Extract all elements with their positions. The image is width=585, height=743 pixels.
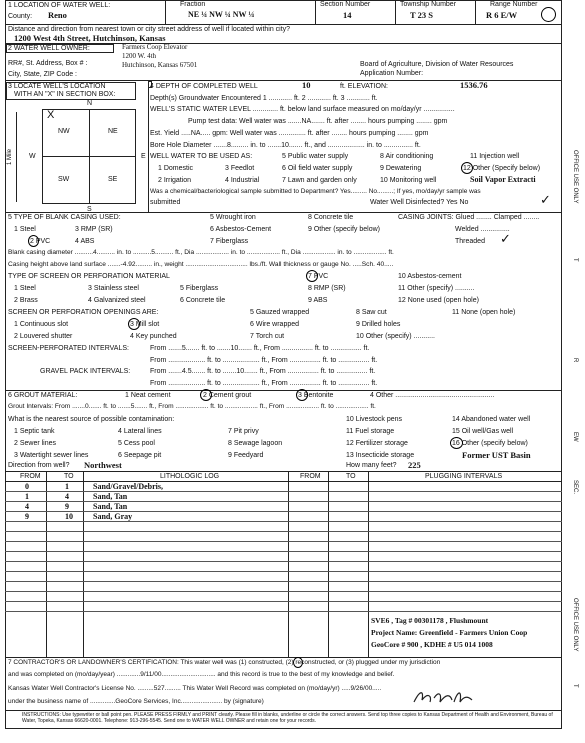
business-label: under the business name of ..............GeoCore Services, Inc....................... by (signature) xyxy=(8,698,264,705)
grout-label: 6 GROUT MATERIAL: xyxy=(8,392,78,399)
contam-2[interactable]: 2 Sewer lines xyxy=(14,440,57,447)
log-header-litho: LITHOLOGIC LOG xyxy=(160,473,220,480)
log-header-from: FROM xyxy=(20,473,41,480)
screen-opt-12[interactable]: 12 None used (open hole) xyxy=(398,297,479,304)
other-use-value: Soil Vapor Extracti xyxy=(470,175,536,184)
open-opt-10[interactable]: 10 Other (specify) ........... xyxy=(356,333,435,340)
sidebar-office-use: OFFICE USE ONLY xyxy=(572,150,578,204)
table-row xyxy=(5,532,562,542)
log-cell-to: 9 xyxy=(65,502,69,511)
direction-label: Direction from well? xyxy=(8,462,70,469)
perf-row-2: From ................... ft. to ................... ft., From ................ ft. to ................ ft. xyxy=(150,357,378,364)
log-cell-from: 1 xyxy=(25,492,29,501)
sidebar-office-use-2: OFFICE USE ONLY xyxy=(572,598,578,652)
quad-nw: NW xyxy=(58,128,70,135)
completed-label: and was completed on (mo/day/year) .............9/11/00.............................. and this record is true to the best of my knowledge and belief. xyxy=(8,671,395,678)
owner-name: Farmers Coop Elevator xyxy=(122,43,188,51)
contam-1[interactable]: 1 Septic tank xyxy=(14,428,55,435)
open-opt-8[interactable]: 8 Saw cut xyxy=(356,309,387,316)
owner-street: 1200 W. 4th xyxy=(122,52,157,60)
open-opt-9[interactable]: 9 Drilled holes xyxy=(356,321,401,328)
use-10[interactable]: 10 Monitoring well xyxy=(380,177,437,184)
screen-opt-10[interactable]: 10 Asbestos-cement xyxy=(398,273,462,280)
screen-opt-7[interactable]: 7 PVC xyxy=(308,273,329,280)
use-2[interactable]: 2 Irrigation xyxy=(158,177,192,184)
board-label: Board of Agriculture, Division of Water Resources xyxy=(360,61,514,68)
chem-label: Was a chemical/bacteriological sample submitted to Department? Yes......... No.........; If yes, mo/day/yr sample was xyxy=(150,188,481,195)
use-5[interactable]: 5 Public water supply xyxy=(282,153,349,160)
fraction-value: NE ¼ NW ¼ NW ¼ xyxy=(188,10,255,19)
use-11[interactable]: 11 Injection well xyxy=(470,153,520,160)
quad-sw: SW xyxy=(58,176,70,183)
screen-opt-1[interactable]: 1 Steel xyxy=(14,285,36,292)
table-row xyxy=(5,482,562,492)
use-1[interactable]: 1 Domestic xyxy=(158,165,194,172)
section3-label-1: 3 LOCATE WELL'S LOCATION xyxy=(8,83,106,90)
contam-15[interactable]: 15 Oil well/Gas well xyxy=(452,428,514,435)
screen-opt-5[interactable]: 5 Fiberglass xyxy=(180,285,219,292)
contam-12[interactable]: 12 Fertilizer storage xyxy=(346,440,408,447)
contam-9[interactable]: 9 Feedyard xyxy=(228,452,264,459)
contam-label: What is the nearest source of possible contamination: xyxy=(8,416,175,423)
casing-opt-6[interactable]: 6 Asbestos-Cement xyxy=(210,226,272,233)
table-row xyxy=(5,512,562,522)
contam-10[interactable]: 10 Livestock pens xyxy=(346,416,403,423)
casing-opt-1[interactable]: 1 Steel xyxy=(14,226,36,233)
address-value: 1200 West 4th Street, Hutchinson, Kansas xyxy=(14,33,166,43)
open-opt-4[interactable]: 4 Key punched xyxy=(130,333,177,340)
rr-label: RR#, St. Address, Box # : xyxy=(8,60,88,67)
open-opt-11[interactable]: 11 None (open hole) xyxy=(452,309,516,316)
section2-label: 2 WATER WELL OWNER: xyxy=(8,45,90,52)
submitted-label: submitted xyxy=(150,199,181,206)
perf-label: SCREEN-PERFORATED INTERVALS: xyxy=(8,345,129,352)
quad-se: SE xyxy=(108,176,118,183)
groundwater-label: Depth(s) Groundwater Encountered 1 ............ ft. 2 ............ ft. 3 ............ ft. xyxy=(150,95,378,102)
county-label: County: xyxy=(8,13,33,20)
log-cell-to: 1 xyxy=(65,482,69,491)
casing-opt-2[interactable]: 2 PVC xyxy=(30,238,51,245)
screen-opt-11[interactable]: 11 Other (specify) .......... xyxy=(398,285,475,292)
log-cell-desc: Sand, Tan xyxy=(93,492,128,501)
grout-opt-3[interactable]: 3 Bentonite xyxy=(298,392,334,399)
county-value: Reno xyxy=(48,10,67,20)
feet-value: 225 xyxy=(408,460,421,470)
fraction-label: Fraction xyxy=(180,1,206,8)
checkmark-icon: ✓ xyxy=(540,192,551,207)
height-label: Casing height above land surface .......-4.92......... in., weight .................................. lbs./ft. Wall thickness or gauge No. .....Sch. 40..... xyxy=(8,261,394,268)
compass-e: E xyxy=(141,153,146,160)
table-row xyxy=(5,582,562,592)
use-12[interactable]: 12 Other (Specify below) xyxy=(463,165,541,172)
table-row xyxy=(5,552,562,562)
contam-3[interactable]: 3 Watertight sewer lines xyxy=(14,452,89,459)
contam-14[interactable]: 14 Abandoned water well xyxy=(452,416,531,423)
log-cell-from: 4 xyxy=(25,502,29,511)
perf-row-1: From .......5....... ft. to .......10....... ft., From ................ ft. to ................ ft. xyxy=(150,345,370,352)
gravel-label: GRAVEL PACK INTERVALS: xyxy=(40,368,131,375)
gravel-row-1: From .......4.5....... ft. to .......10....... ft., From ................ ft. to ................ ft. xyxy=(150,368,376,375)
contam-4[interactable]: 4 Lateral lines xyxy=(118,428,162,435)
open-opt-2[interactable]: 2 Louvered shutter xyxy=(14,333,73,340)
table-row xyxy=(5,522,562,532)
location-mark: X xyxy=(47,109,55,121)
elevation-label: ft. ELEVATION: xyxy=(340,83,388,90)
table-row xyxy=(5,602,562,612)
range-value: R 6 E/W xyxy=(486,10,518,20)
casing-opt-8[interactable]: 8 Concrete tile xyxy=(308,214,354,221)
use-9[interactable]: 9 Dewatering xyxy=(380,165,422,172)
contam-6[interactable]: 6 Seepage pit xyxy=(118,452,162,459)
table-row xyxy=(5,572,562,582)
pump-label: Pump test data: Well water was .......NA....... ft. after ........ hours pumping ........ gpm xyxy=(188,118,448,125)
log-header-to: TO xyxy=(64,473,74,480)
screen-opt-9[interactable]: 9 ABS xyxy=(308,297,328,304)
casing-opt-3[interactable]: 3 RMP (SR) xyxy=(75,226,113,233)
direction-value: Northwest xyxy=(84,460,122,470)
depth-value: 10 xyxy=(302,80,311,90)
license-label: Kansas Water Well Contractor's License No. .........527......... This Water Well Record was completed on (mo/day/yr) .....9/26/00..... xyxy=(8,685,382,692)
yield-label: Est. Yield .....NA..... gpm: Well water was .............. ft. after ........ hours pumping ........ gpm xyxy=(150,130,429,137)
log-header-from-2: FROM xyxy=(300,473,321,480)
contam-16[interactable]: 16 Other (specify below) xyxy=(452,440,528,447)
screen-label: TYPE OF SCREEN OR PERFORATION MATERIAL xyxy=(8,273,170,280)
cert-label: 7 CONTRACTOR'S OR LANDOWNER'S CERTIFICATION: This water well was (1) constructed, (2) reconstructed, or (3) plugged under my jurisdiction xyxy=(8,659,441,666)
township-label: Township Number xyxy=(400,1,457,8)
casing-label: 5 TYPE OF BLANK CASING USED: xyxy=(8,214,121,221)
log-cell-desc: Sand, Tan xyxy=(93,502,128,511)
section-number-label: Section Number xyxy=(320,1,371,8)
open-opt-3[interactable]: 3 Mill slot xyxy=(130,321,160,328)
blank-dia-label: Blank casing diameter ..........4.......... in. to ..........5.......... ft., Dia .................. in. to .................. ft., Dia .................. in. to .................. ft. xyxy=(8,249,394,256)
contam-11[interactable]: 11 Fuel storage xyxy=(346,428,395,435)
gravel-row-2: From ................... ft. to ................... ft., From ................ ft. to ................ ft. xyxy=(150,380,378,387)
elevation-value: 1536.76 xyxy=(460,80,488,90)
sidebar-r: R xyxy=(572,358,578,363)
casing-opt-7[interactable]: 7 Fiberglass xyxy=(210,238,249,245)
signature-image xyxy=(412,688,474,706)
ew-circle xyxy=(541,7,556,22)
casing-opt-9[interactable]: 9 Other (specify below) xyxy=(308,226,380,233)
grout-opt-2[interactable]: 2 Cement grout xyxy=(203,392,252,399)
app-number-label: Application Number: xyxy=(360,70,424,77)
log-cell-to: 4 xyxy=(65,492,69,501)
disinfected-label: Water Well Disinfected? Yes No xyxy=(370,199,469,206)
distance-label: Distance and direction from nearest town or city street address of well if located within city? xyxy=(8,26,291,33)
casing-opt-5[interactable]: 5 Wrought iron xyxy=(210,214,256,221)
log-header-to-2: TO xyxy=(346,473,356,480)
open-opt-7[interactable]: 7 Torch cut xyxy=(250,333,285,340)
log-note-2: Project Name: Greenfield - Farmers Union Coop xyxy=(371,628,528,637)
use-8[interactable]: 8 Air conditioning xyxy=(380,153,434,160)
threaded-check-icon: ✓ xyxy=(500,231,511,246)
contam-7[interactable]: 7 Pit privy xyxy=(228,428,259,435)
screen-opt-8[interactable]: 8 RMP (SR) xyxy=(308,285,346,292)
owner-city: Hutchinson, Kansas 67501 xyxy=(122,61,198,69)
screen-opt-4[interactable]: 4 Galvanized steel xyxy=(88,297,146,304)
table-row xyxy=(5,562,562,572)
township-value: T 23 S xyxy=(410,10,433,20)
section1-label: 1 LOCATION OF WATER WELL: xyxy=(8,2,111,9)
mile-label: 1 Mile xyxy=(7,148,13,165)
contam-5[interactable]: 5 Cess pool xyxy=(118,440,155,447)
section-number-value: 14 xyxy=(343,10,352,20)
use-3[interactable]: 3 Feedlot xyxy=(225,165,255,172)
static-label: WELL'S STATIC WATER LEVEL ............. ft. below land surface measured on mo/day/yr ................ xyxy=(150,106,455,113)
log-cell-from: 9 xyxy=(25,512,29,521)
joints-label: CASING JOINTS: Glued ........ Clamped ........ xyxy=(398,214,540,221)
use-4[interactable]: 4 Industrial xyxy=(225,177,260,184)
screen-opt-3[interactable]: 3 Stainless steel xyxy=(88,285,139,292)
use-label: WELL WATER TO BE USED AS: xyxy=(150,153,253,160)
table-row xyxy=(5,502,562,512)
table-row xyxy=(5,542,562,552)
sidebar-t: T xyxy=(572,258,578,262)
log-note-3: GeoCore # 900 , KDHE # U5 014 1008 xyxy=(371,640,493,649)
log-cell-to: 10 xyxy=(65,512,73,521)
city-label: City, State, ZIP Code : xyxy=(8,71,77,78)
bore-label: Bore Hole Diameter .......8......... in. to .......10....... ft., and ................... in. to ............... ft. xyxy=(150,142,421,149)
sidebar-sec: SEC. xyxy=(572,480,578,495)
contam-8[interactable]: 8 Sewage lagoon xyxy=(228,440,283,447)
table-row xyxy=(5,592,562,602)
other-contam-value: Former UST Basin xyxy=(462,450,531,460)
compass-s: S xyxy=(87,206,92,213)
open-opt-6[interactable]: 6 Wire wrapped xyxy=(250,321,300,328)
table-row xyxy=(5,492,562,502)
section3-label-2: WITH AN "X" IN SECTION BOX: xyxy=(14,91,116,98)
depth-label: 4 DEPTH OF COMPLETED WELL xyxy=(150,83,258,90)
feet-label: How many feet? xyxy=(346,462,397,469)
grout-opt-1[interactable]: 1 Neat cement xyxy=(125,392,171,399)
log-cell-desc: Sand/Gravel/Debris, xyxy=(93,482,164,491)
screen-opt-2[interactable]: 2 Brass xyxy=(14,297,38,304)
grout-opt-4[interactable]: 4 Other ................................................... xyxy=(370,392,495,399)
open-opt-5[interactable]: 5 Gauzed wrapped xyxy=(250,309,310,316)
use-7[interactable]: 7 Lawn and garden only xyxy=(282,177,357,184)
screen-opt-6[interactable]: 6 Concrete tile xyxy=(180,297,226,304)
open-opt-1[interactable]: 1 Continuous slot xyxy=(14,321,69,328)
log-header-plug: PLUGGING INTERVALS xyxy=(425,473,503,480)
compass-w: W xyxy=(29,153,36,160)
range-label: Range Number xyxy=(490,1,538,8)
quad-ne: NE xyxy=(108,128,118,135)
log-cell-desc: Sand, Gray xyxy=(93,512,133,521)
use-6[interactable]: 6 Oil field water supply xyxy=(282,165,353,172)
sidebar-ew: EW xyxy=(572,432,578,442)
contam-13[interactable]: 13 Insecticide storage xyxy=(346,452,415,459)
casing-opt-4[interactable]: 4 ABS xyxy=(75,238,95,245)
log-note-1: SVE6 , Tag # 00301178 , Flushmount xyxy=(371,616,489,625)
grout-intervals: Grout Intervals: From .......0....... ft. to .......5....... ft., From .................. ft. to .................. ft., From .................. ft. to .................. ft. xyxy=(8,403,376,410)
threaded-label: Threaded xyxy=(455,238,485,245)
instructions: INSTRUCTIONS: Use typewriter or ball point pen. PLEASE PRESS FIRMLY and PRINT clearly. Please fill in blanks, underline or circle the correct answers. Send top three copies to Kansas Department of Health and Environment, Bureau of Water, Topeka, Kansas 66620-0001. Telephone: 913-296-5545. Send one to WATER WELL OWNER and retain one for your records. xyxy=(22,712,553,724)
openings-label: SCREEN OR PERFORATION OPENINGS ARE: xyxy=(8,309,159,316)
compass-n: N xyxy=(87,100,93,107)
welded-label: Welded ............... xyxy=(455,226,510,233)
log-cell-from: 0 xyxy=(25,482,29,491)
sidebar-t-2: T xyxy=(572,684,578,688)
